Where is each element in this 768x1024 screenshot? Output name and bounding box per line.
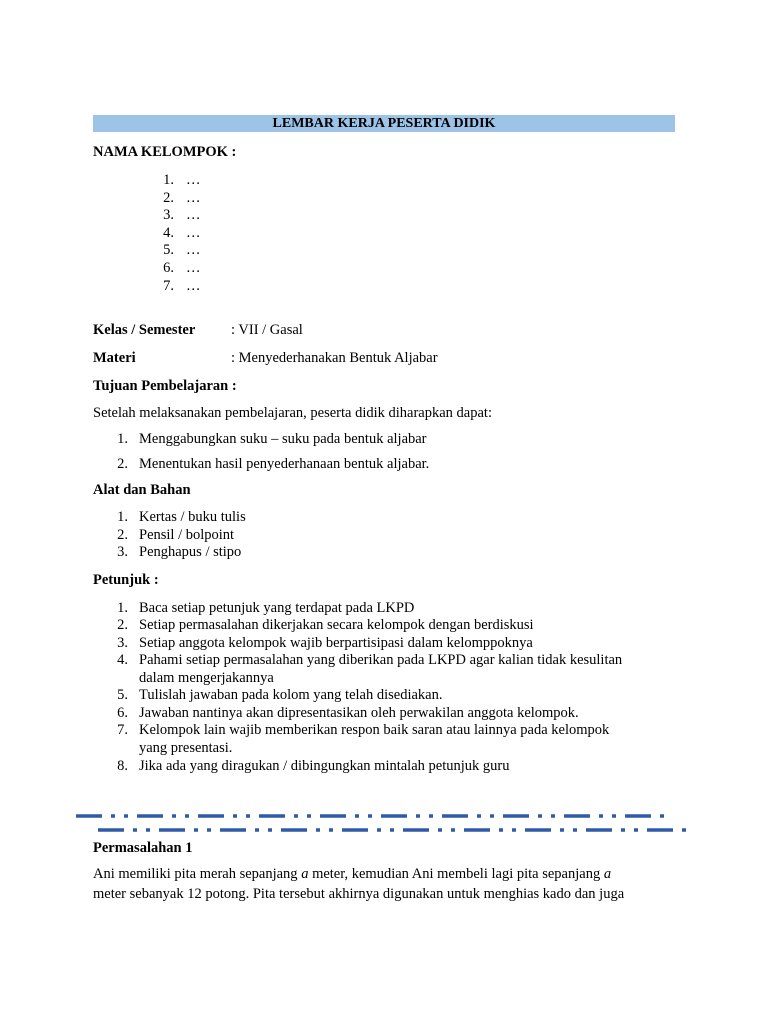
list-number: 4. bbox=[163, 225, 174, 241]
member-placeholder: … bbox=[186, 172, 201, 188]
list-text-continuation: dalam mengerjakannya bbox=[139, 670, 274, 686]
list-number: 5. bbox=[117, 687, 128, 703]
list-number: 3. bbox=[117, 635, 128, 651]
kelas-value: : VII / Gasal bbox=[231, 322, 303, 338]
member-placeholder: … bbox=[186, 225, 201, 241]
permasalahan-line-1 bbox=[93, 866, 611, 883]
list-number: 1. bbox=[117, 509, 128, 525]
list-text: Penghapus / stipo bbox=[139, 544, 242, 560]
list-number: 5. bbox=[163, 242, 174, 258]
list-text: Kelompok lain wajib memberikan respon baik saran atau lainnya pada kelompok bbox=[139, 722, 610, 738]
list-number: 3. bbox=[117, 544, 128, 560]
variable-a: a bbox=[301, 866, 309, 882]
text-segment: meter, kemudian Ani membeli lagi pita sepanjang bbox=[308, 866, 604, 882]
list-number: 2. bbox=[117, 456, 128, 472]
separator-line-lower bbox=[0, 825, 768, 835]
list-number: 7. bbox=[117, 722, 128, 738]
list-text: Kertas / buku tulis bbox=[139, 509, 246, 525]
member-placeholder: … bbox=[186, 190, 201, 206]
permasalahan-line-2: meter sebanyak 12 potong. Pita tersebut akhirnya digunakan untuk menghias kado dan juga bbox=[93, 886, 625, 902]
list-text: Jawaban nantinya akan dipresentasikan oleh perwakilan anggota kelompok. bbox=[139, 705, 579, 721]
alat-heading: Alat dan Bahan bbox=[93, 482, 191, 498]
list-text-continuation: yang presentasi. bbox=[139, 740, 233, 756]
member-placeholder: … bbox=[186, 278, 201, 294]
list-text: Menentukan hasil penyederhanaan bentuk aljabar. bbox=[139, 456, 430, 472]
list-number: 3. bbox=[163, 207, 174, 223]
title-bar bbox=[93, 115, 675, 132]
petunjuk-heading: Petunjuk : bbox=[93, 572, 159, 588]
list-text: Setiap anggota kelompok wajib berpartisipasi dalam kelomppoknya bbox=[139, 635, 533, 651]
text-segment: Ani memiliki pita merah sepanjang bbox=[93, 866, 302, 882]
list-text: Pahami setiap permasalahan yang diberikan pada LKPD agar kalian tidak kesulitan bbox=[139, 652, 623, 668]
materi-value: : Menyederhanakan Bentuk Aljabar bbox=[231, 350, 438, 366]
list-number: 2. bbox=[117, 527, 128, 543]
list-text: Pensil / bolpoint bbox=[139, 527, 235, 543]
list-number: 1. bbox=[117, 431, 128, 447]
member-placeholder: … bbox=[186, 242, 201, 258]
group-label: NAMA KELOMPOK : bbox=[93, 144, 237, 160]
list-number: 8. bbox=[117, 758, 128, 774]
page-title: LEMBAR KERJA PESERTA DIDIK bbox=[272, 116, 496, 131]
list-text: Setiap permasalahan dikerjakan secara kelompok dengan berdiskusi bbox=[139, 617, 534, 633]
permasalahan-heading: Permasalahan 1 bbox=[93, 840, 193, 856]
tujuan-heading: Tujuan Pembelajaran : bbox=[93, 378, 237, 394]
list-number: 7. bbox=[163, 278, 174, 294]
list-text: Jika ada yang diragukan / dibingungkan mintalah petunjuk guru bbox=[139, 758, 510, 774]
member-placeholder: … bbox=[186, 207, 201, 223]
list-number: 6. bbox=[163, 260, 174, 276]
list-text: Baca setiap petunjuk yang terdapat pada LKPD bbox=[139, 600, 415, 616]
variable-a: a bbox=[603, 866, 612, 882]
member-placeholder: … bbox=[186, 260, 201, 276]
list-number: 2. bbox=[117, 617, 128, 633]
list-text: Menggabungkan suku – suku pada bentuk aljabar bbox=[139, 431, 427, 447]
list-number: 1. bbox=[117, 600, 128, 616]
list-number: 1. bbox=[163, 172, 174, 188]
separator-line-upper bbox=[0, 811, 768, 821]
list-number: 6. bbox=[117, 705, 128, 721]
list-number: 2. bbox=[163, 190, 174, 206]
materi-label: Materi bbox=[93, 350, 136, 366]
list-text: Tulislah jawaban pada kolom yang telah disediakan. bbox=[139, 687, 443, 703]
tujuan-intro: Setelah melaksanakan pembelajaran, peserta didik diharapkan dapat: bbox=[93, 405, 492, 421]
kelas-label: Kelas / Semester bbox=[93, 322, 196, 338]
list-number: 4. bbox=[117, 652, 128, 668]
